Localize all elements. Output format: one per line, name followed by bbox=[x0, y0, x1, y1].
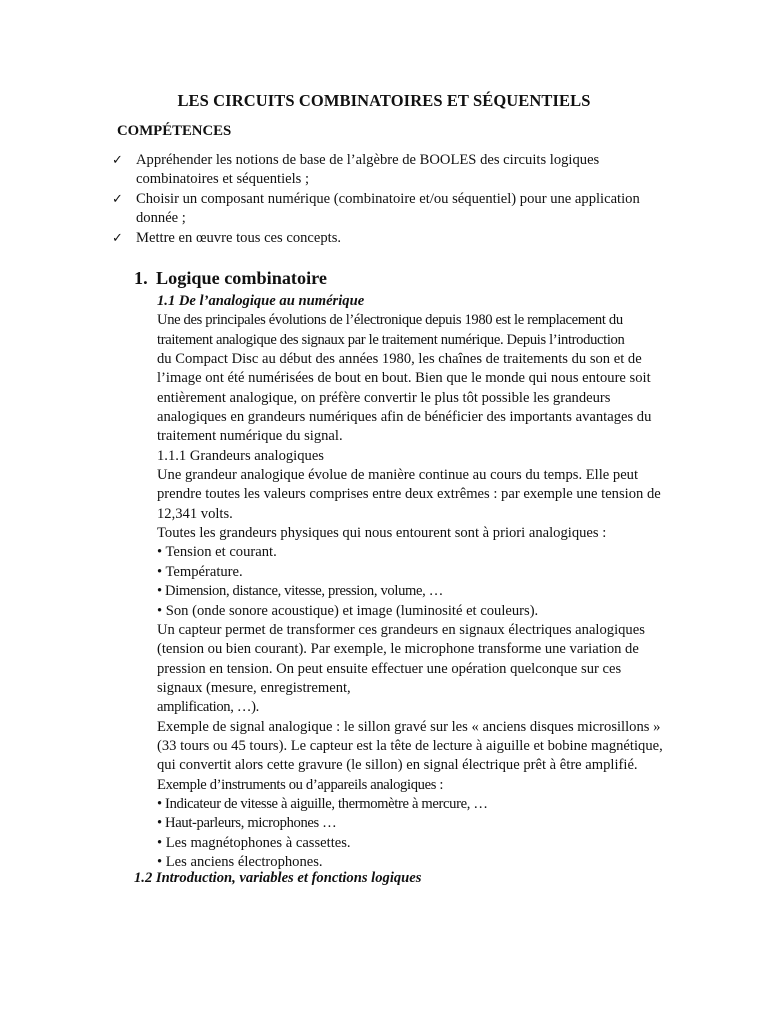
list-item-text: Appréhender les notions de base de l’algèbre de BOOLES des circuits logiques bbox=[136, 152, 600, 168]
list-item-text: combinatoires et séquentiels ; bbox=[136, 171, 310, 188]
bullet-item: • Température. bbox=[157, 563, 243, 580]
list-item bbox=[112, 151, 672, 190]
subsubsection-heading: 1.1.1 Grandeurs analogiques bbox=[157, 447, 324, 464]
paragraph-line: amplification, …). bbox=[157, 699, 259, 716]
paragraph-line: Toutes les grandeurs physiques qui nous entourent sont à priori analogiques : bbox=[157, 525, 607, 542]
paragraph-line: Une des principales évolutions de l’électronique depuis 1980 est le remplacement du bbox=[157, 312, 623, 329]
section-title: Logique combinatoire bbox=[156, 268, 327, 288]
paragraph-line: (33 tours ou 45 tours). Le capteur est la tête de lecture à aiguille et bobine magnétique, bbox=[157, 737, 663, 754]
subsection-heading: 1.2 Introduction, variables et fonctions logiques bbox=[134, 870, 422, 886]
paragraph-line: entièrement analogique, on préfère convertir le plus tôt possible les grandeurs bbox=[157, 389, 611, 406]
bullet-item: • Les magnétophones à cassettes. bbox=[157, 834, 351, 851]
page-title: LES CIRCUITS COMBINATOIRES ET SÉQUENTIELS bbox=[177, 91, 591, 110]
subsection-heading: 1.1 De l’analogique au numérique bbox=[157, 293, 365, 309]
paragraph-line: analogiques en grandeurs numériques afin de bénéficier des importants avantages du bbox=[157, 409, 652, 426]
section-number: 1. bbox=[134, 268, 148, 288]
list-item-text: donnée ; bbox=[136, 210, 186, 227]
paragraph-line: pression en tension. On peut ensuite effectuer une opération quelconque sur ces bbox=[157, 660, 622, 677]
bullet-item: • Tension et courant. bbox=[157, 544, 277, 561]
bullet-item: • Les anciens électrophones. bbox=[157, 853, 323, 870]
bullet-item: • Haut-parleurs, microphones … bbox=[157, 815, 337, 832]
list-item bbox=[112, 190, 672, 229]
competences-heading: COMPÉTENCES bbox=[117, 123, 232, 139]
paragraph-line: traitement numérique du signal. bbox=[157, 428, 343, 445]
paragraph-line: l’image ont été numérisées de bout en bout. Bien que le monde qui nous entoure soit bbox=[157, 370, 651, 387]
checkmark-icon: ✓ bbox=[112, 230, 123, 246]
paragraph-line: Exemple d’instruments ou d’appareils analogiques : bbox=[157, 776, 444, 793]
paragraph-line: 12,341 volts. bbox=[157, 505, 233, 522]
section-heading bbox=[134, 268, 327, 289]
paragraph-line: Une grandeur analogique évolue de manière continue au cours du temps. Elle peut bbox=[157, 467, 639, 484]
bullet-item: • Son (onde sonore acoustique) et image (luminosité et couleurs). bbox=[157, 602, 539, 619]
paragraph-line: traitement analogique des signaux par le traitement numérique. Depuis l’introduction bbox=[157, 331, 625, 348]
list-item bbox=[112, 229, 672, 248]
paragraph-line: (tension ou bien courant). Par exemple, le microphone transforme une variation de bbox=[157, 641, 639, 658]
paragraph-line: prendre toutes les valeurs comprises entre deux extrêmes : par exemple une tension de bbox=[157, 486, 661, 503]
checkmark-icon: ✓ bbox=[112, 191, 123, 207]
section-body bbox=[157, 292, 687, 872]
list-item-text: Mettre en œuvre tous ces concepts. bbox=[136, 229, 342, 246]
list-item-text: Choisir un composant numérique (combinatoire et/ou séquentiel) pour une application bbox=[136, 190, 640, 207]
competences-list bbox=[112, 151, 672, 248]
checkmark-icon: ✓ bbox=[112, 153, 123, 168]
bullet-item: • Indicateur de vitesse à aiguille, thermomètre à mercure, … bbox=[157, 795, 488, 812]
paragraph-line: qui convertit alors cette gravure (le sillon) en signal électrique prêt à être amplifié. bbox=[157, 757, 638, 774]
paragraph-line: signaux (mesure, enregistrement, bbox=[157, 679, 351, 696]
paragraph-line: du Compact Disc au début des années 1980, les chaînes de traitements du son et de bbox=[157, 351, 642, 368]
bullet-item: • Dimension, distance, vitesse, pression, volume, … bbox=[157, 583, 443, 600]
paragraph-line: Un capteur permet de transformer ces grandeurs en signaux électriques analogiques bbox=[157, 621, 645, 638]
paragraph-line: Exemple de signal analogique : le sillon gravé sur les « anciens disques microsillons » bbox=[157, 718, 661, 735]
